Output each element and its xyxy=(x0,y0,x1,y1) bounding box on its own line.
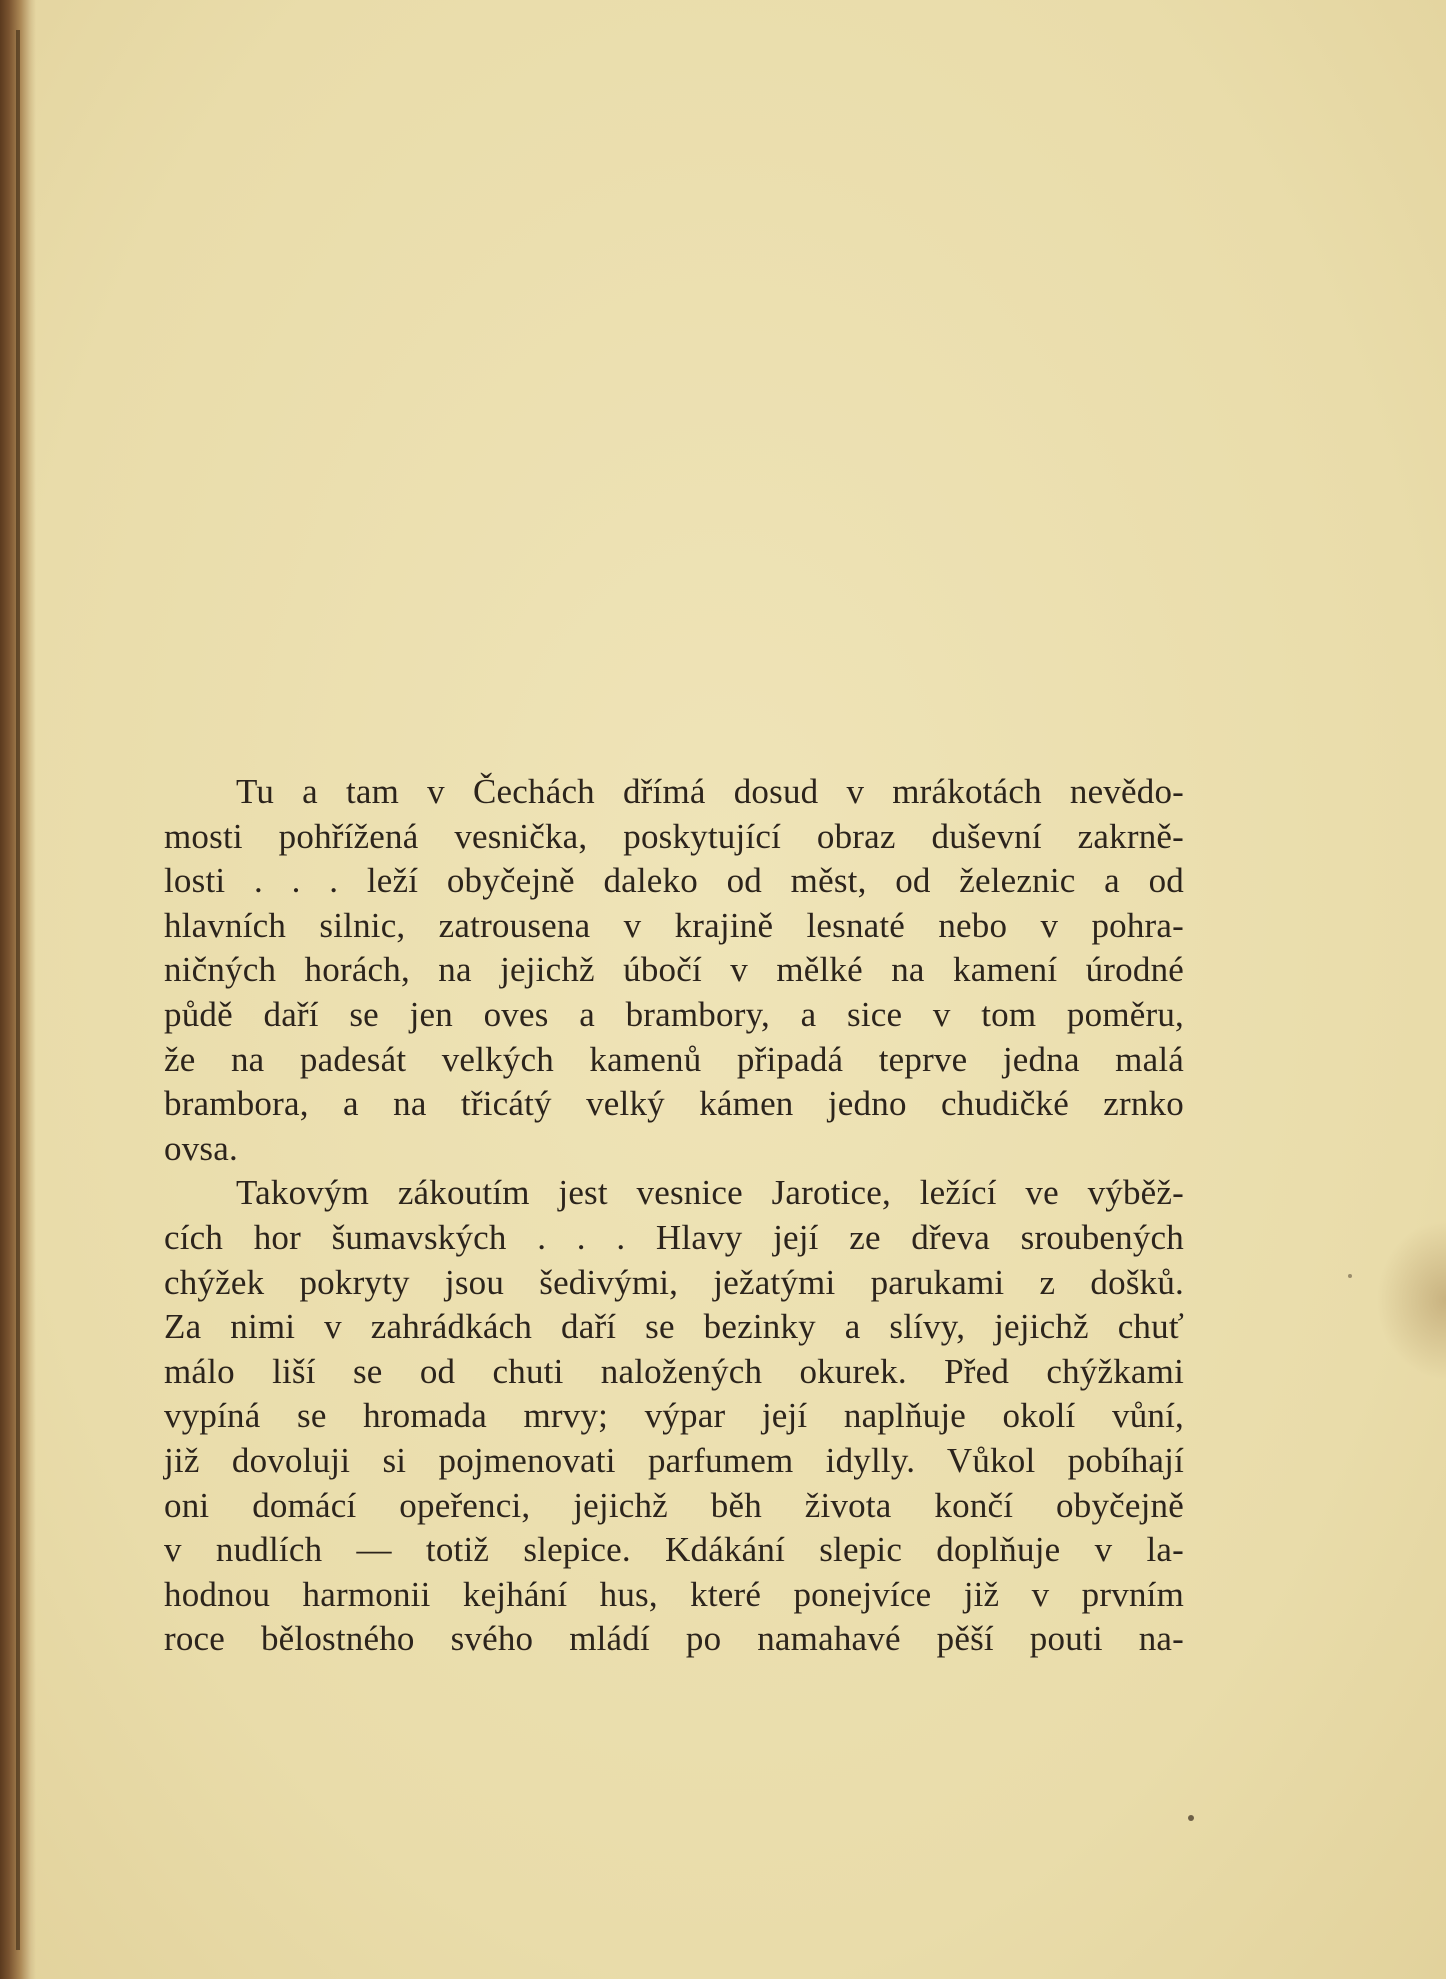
text-line: cích hor šumavských . . . Hlavy její ze dřeva sroubených xyxy=(164,1217,1184,1257)
text-line: roce bělostného svého mládí po namahavé pěší pouti na- xyxy=(164,1619,1184,1659)
text-line: ovsa. xyxy=(164,1128,238,1168)
paragraph-2 xyxy=(164,1171,1184,1662)
text-line: v nudlích — totiž slepice. Kdákání slepic doplňuje v la- xyxy=(164,1530,1184,1570)
text-line: Za nimi v zahrádkách daří se bezinky a slívy, jejichž chuť xyxy=(164,1307,1184,1347)
text-line: že na padesát velkých kamenů připadá teprve jedna malá xyxy=(164,1039,1184,1079)
paragraph-1 xyxy=(164,770,1184,1171)
body-text xyxy=(164,770,1184,1662)
text-line: brambora, a na třicátý velký kámen jedno chudičké zrnko xyxy=(164,1084,1184,1124)
text-line: hodnou harmonii kejhání hus, které ponejvíce již v prvním xyxy=(164,1574,1184,1614)
text-line: oni domácí opeřenci, jejichž běh života končí obyčejně xyxy=(164,1485,1184,1525)
text-line: losti . . . leží obyčejně daleko od měst, od železnic a od xyxy=(164,861,1184,901)
text-line: mosti pohřížená vesnička, poskytující obraz duševní zakrně- xyxy=(164,816,1184,856)
text-line: vypíná se hromada mrvy; výpar její naplňuje okolí vůní, xyxy=(164,1396,1184,1436)
text-line: hlavních silnic, zatrousena v krajině lesnaté nebo v pohra- xyxy=(164,905,1184,945)
text-line: ničných horách, na jejichž úbočí v mělké na kamení úrodné xyxy=(164,950,1184,990)
text-line: málo liší se od chuti naložených okurek. Před chýžkami xyxy=(164,1351,1184,1391)
paper-speck xyxy=(1348,1274,1352,1278)
text-line: Takovým zákoutím jest vesnice Jarotice, ležící ve výběž- xyxy=(236,1173,1184,1213)
text-line: půdě daří se jen oves a brambory, a sice v tom poměru, xyxy=(164,994,1184,1034)
binding-shadow-line xyxy=(16,30,20,1950)
text-line: Tu a tam v Čechách dřímá dosud v mrákotách nevědo- xyxy=(236,772,1184,811)
paper-stain xyxy=(1376,1220,1446,1380)
text-line: chýžek pokryty jsou šedivými, ježatými parukami z došků. xyxy=(164,1262,1184,1302)
paper-speck xyxy=(1188,1815,1194,1821)
text-line: již dovoluji si pojmenovati parfumem idylly. Vůkol pobíhají xyxy=(164,1440,1184,1480)
